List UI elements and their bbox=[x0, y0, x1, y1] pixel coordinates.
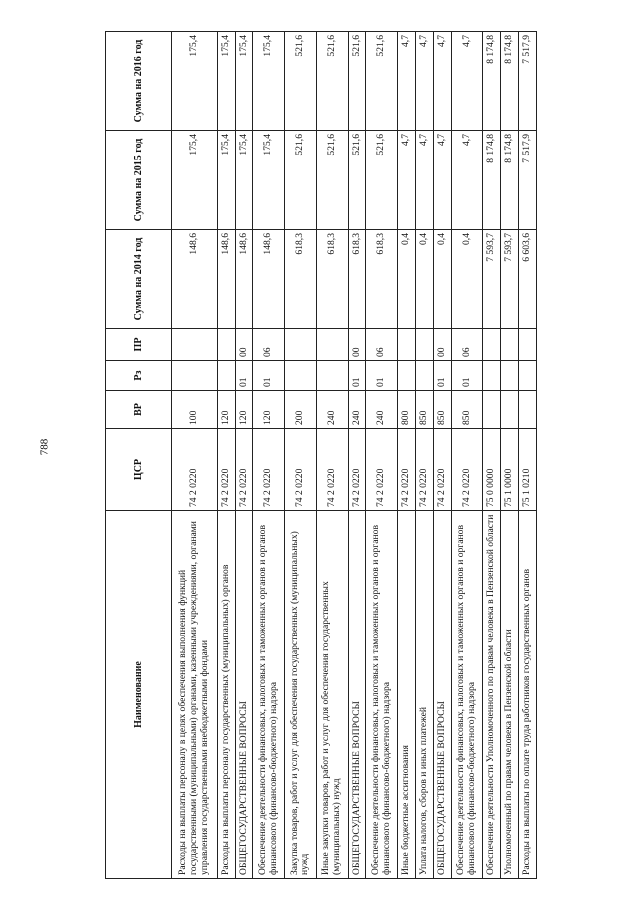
cell-sum-2016: 175,4 bbox=[172, 32, 218, 131]
rotated-table-container bbox=[105, 33, 537, 879]
table-row bbox=[235, 32, 253, 879]
cell-vr: 850 bbox=[451, 391, 483, 429]
cell-csr: 75 1 0000 bbox=[501, 429, 519, 511]
cell-sum-2014: 0,4 bbox=[398, 230, 416, 329]
cell-sum-2014: 0,4 bbox=[416, 230, 434, 329]
cell-sum-2016: 4,7 bbox=[451, 32, 483, 131]
cell-sum-2015: 4,7 bbox=[433, 131, 451, 230]
cell-sum-2014: 148,6 bbox=[235, 230, 253, 329]
cell-vr: 120 bbox=[235, 391, 253, 429]
header-sum-2015: Сумма на 2015 год bbox=[106, 131, 172, 230]
cell-sum-2014: 0,4 bbox=[451, 230, 483, 329]
cell-sum-2016: 4,7 bbox=[416, 32, 434, 131]
cell-rz: 01 bbox=[253, 361, 285, 391]
header-sum-2014: Сумма на 2014 год bbox=[106, 230, 172, 329]
cell-sum-2016: 175,4 bbox=[253, 32, 285, 131]
cell-name: Расходы на выплаты персоналу в целях обеспечения выполнения функций государственными (муниципальными) органами, казенными учреждениями, органами управления государственными внебюджетными фондами bbox=[172, 511, 218, 879]
cell-rz bbox=[501, 361, 519, 391]
cell-sum-2015: 4,7 bbox=[451, 131, 483, 230]
table-row bbox=[483, 32, 501, 879]
budget-table bbox=[105, 31, 537, 879]
cell-pr: 06 bbox=[451, 329, 483, 361]
cell-name: Обеспечение деятельности финансовых, налоговых и таможенных органов и органов финансового (финансово-бюджетного) надзора bbox=[451, 511, 483, 879]
page-number: 788 bbox=[38, 438, 51, 456]
cell-vr: 100 bbox=[172, 391, 218, 429]
cell-sum-2015: 175,4 bbox=[217, 131, 235, 230]
table-row bbox=[451, 32, 483, 879]
cell-name: Расходы на выплаты по оплате труда работников государственных органов bbox=[519, 511, 537, 879]
cell-sum-2016: 521,6 bbox=[366, 32, 398, 131]
cell-rz: 01 bbox=[451, 361, 483, 391]
cell-csr: 74 2 0220 bbox=[416, 429, 434, 511]
cell-rz bbox=[519, 361, 537, 391]
cell-sum-2015: 175,4 bbox=[172, 131, 218, 230]
cell-csr: 74 2 0220 bbox=[348, 429, 366, 511]
cell-vr: 800 bbox=[398, 391, 416, 429]
cell-rz bbox=[483, 361, 501, 391]
cell-sum-2015: 7 517,9 bbox=[519, 131, 537, 230]
cell-name: ОБЩЕГОСУДАРСТВЕННЫЕ ВОПРОСЫ bbox=[235, 511, 253, 879]
cell-sum-2014: 148,6 bbox=[172, 230, 218, 329]
table-header-row bbox=[106, 32, 172, 879]
cell-vr bbox=[519, 391, 537, 429]
cell-vr bbox=[501, 391, 519, 429]
cell-csr: 75 0 0000 bbox=[483, 429, 501, 511]
cell-vr: 240 bbox=[316, 391, 348, 429]
cell-sum-2016: 8 174,8 bbox=[501, 32, 519, 131]
cell-rz bbox=[285, 361, 317, 391]
cell-rz bbox=[172, 361, 218, 391]
cell-csr: 74 2 0220 bbox=[398, 429, 416, 511]
cell-csr: 74 2 0220 bbox=[451, 429, 483, 511]
header-rz: Рз bbox=[106, 361, 172, 391]
cell-csr: 74 2 0220 bbox=[366, 429, 398, 511]
cell-sum-2016: 4,7 bbox=[433, 32, 451, 131]
table-row bbox=[172, 32, 218, 879]
cell-name: Обеспечение деятельности финансовых, налоговых и таможенных органов и органов финансового (финансово-бюджетного) надзора bbox=[253, 511, 285, 879]
cell-sum-2015: 8 174,8 bbox=[483, 131, 501, 230]
cell-pr: 00 bbox=[433, 329, 451, 361]
cell-name: Уплата налогов, сборов и иных платежей bbox=[416, 511, 434, 879]
cell-csr: 74 2 0220 bbox=[235, 429, 253, 511]
cell-vr: 240 bbox=[348, 391, 366, 429]
cell-name: Закупка товаров, работ и услуг для обеспечения государственных (муниципальных) нужд bbox=[285, 511, 317, 879]
cell-csr: 74 2 0220 bbox=[253, 429, 285, 511]
cell-name: Расходы на выплаты персоналу государственных (муниципальных) органов bbox=[217, 511, 235, 879]
cell-sum-2015: 4,7 bbox=[416, 131, 434, 230]
cell-sum-2014: 618,3 bbox=[366, 230, 398, 329]
cell-sum-2014: 7 593,7 bbox=[501, 230, 519, 329]
cell-sum-2014: 618,3 bbox=[316, 230, 348, 329]
cell-sum-2016: 4,7 bbox=[398, 32, 416, 131]
cell-sum-2014: 618,3 bbox=[285, 230, 317, 329]
cell-sum-2015: 8 174,8 bbox=[501, 131, 519, 230]
cell-pr bbox=[483, 329, 501, 361]
cell-vr: 120 bbox=[253, 391, 285, 429]
cell-name: Иные закупки товаров, работ и услуг для обеспечения государственных (муниципальных) нужд bbox=[316, 511, 348, 879]
cell-sum-2016: 521,6 bbox=[348, 32, 366, 131]
cell-rz: 01 bbox=[348, 361, 366, 391]
header-sum-2016: Сумма на 2016 год bbox=[106, 32, 172, 131]
cell-vr: 240 bbox=[366, 391, 398, 429]
table-row bbox=[433, 32, 451, 879]
cell-pr bbox=[172, 329, 218, 361]
cell-name: ОБЩЕГОСУДАРСТВЕННЫЕ ВОПРОСЫ bbox=[348, 511, 366, 879]
cell-vr: 200 bbox=[285, 391, 317, 429]
cell-pr bbox=[501, 329, 519, 361]
cell-name: Иные бюджетные ассигнования bbox=[398, 511, 416, 879]
table-row bbox=[316, 32, 348, 879]
table-row bbox=[217, 32, 235, 879]
cell-vr: 850 bbox=[416, 391, 434, 429]
cell-sum-2016: 521,6 bbox=[285, 32, 317, 131]
header-name: Наименование bbox=[106, 511, 172, 879]
cell-pr bbox=[398, 329, 416, 361]
cell-sum-2015: 175,4 bbox=[253, 131, 285, 230]
cell-pr: 06 bbox=[253, 329, 285, 361]
cell-sum-2016: 8 174,8 bbox=[483, 32, 501, 131]
table-body bbox=[172, 32, 537, 879]
table-row bbox=[253, 32, 285, 879]
cell-sum-2014: 0,4 bbox=[433, 230, 451, 329]
cell-rz: 01 bbox=[366, 361, 398, 391]
cell-pr bbox=[416, 329, 434, 361]
cell-sum-2014: 618,3 bbox=[348, 230, 366, 329]
header-csr: ЦСР bbox=[106, 429, 172, 511]
cell-name: Уполномоченный по правам человека в Пензенской области bbox=[501, 511, 519, 879]
cell-sum-2016: 521,6 bbox=[316, 32, 348, 131]
cell-rz bbox=[316, 361, 348, 391]
table-row bbox=[398, 32, 416, 879]
cell-csr: 75 1 0210 bbox=[519, 429, 537, 511]
table-row bbox=[501, 32, 519, 879]
table-row bbox=[348, 32, 366, 879]
cell-csr: 74 2 0220 bbox=[285, 429, 317, 511]
cell-pr bbox=[519, 329, 537, 361]
cell-vr bbox=[483, 391, 501, 429]
cell-rz bbox=[217, 361, 235, 391]
cell-sum-2015: 175,4 bbox=[235, 131, 253, 230]
cell-vr: 850 bbox=[433, 391, 451, 429]
cell-sum-2015: 521,6 bbox=[366, 131, 398, 230]
cell-sum-2015: 521,6 bbox=[348, 131, 366, 230]
cell-vr: 120 bbox=[217, 391, 235, 429]
cell-csr: 74 2 0220 bbox=[172, 429, 218, 511]
cell-name: Обеспечение деятельности финансовых, налоговых и таможенных органов и органов финансового (финансово-бюджетного) надзора bbox=[366, 511, 398, 879]
cell-csr: 74 2 0220 bbox=[217, 429, 235, 511]
cell-sum-2015: 521,6 bbox=[285, 131, 317, 230]
cell-pr: 00 bbox=[348, 329, 366, 361]
cell-csr: 74 2 0220 bbox=[316, 429, 348, 511]
cell-sum-2015: 4,7 bbox=[398, 131, 416, 230]
cell-sum-2015: 521,6 bbox=[316, 131, 348, 230]
cell-name: Обеспечение деятельности Уполномоченного по правам человека в Пензенской области bbox=[483, 511, 501, 879]
header-vr: ВР bbox=[106, 391, 172, 429]
table-row bbox=[366, 32, 398, 879]
cell-sum-2016: 7 517,9 bbox=[519, 32, 537, 131]
cell-sum-2014: 148,6 bbox=[253, 230, 285, 329]
cell-pr bbox=[316, 329, 348, 361]
cell-name: ОБЩЕГОСУДАРСТВЕННЫЕ ВОПРОСЫ bbox=[433, 511, 451, 879]
cell-pr bbox=[217, 329, 235, 361]
cell-rz: 01 bbox=[235, 361, 253, 391]
cell-csr: 74 2 0220 bbox=[433, 429, 451, 511]
table-row bbox=[519, 32, 537, 879]
table-row bbox=[285, 32, 317, 879]
cell-sum-2014: 7 593,7 bbox=[483, 230, 501, 329]
cell-rz bbox=[416, 361, 434, 391]
header-pr: ПР bbox=[106, 329, 172, 361]
table-row bbox=[416, 32, 434, 879]
cell-rz: 01 bbox=[433, 361, 451, 391]
cell-sum-2014: 6 603,6 bbox=[519, 230, 537, 329]
cell-sum-2016: 175,4 bbox=[235, 32, 253, 131]
cell-pr: 00 bbox=[235, 329, 253, 361]
cell-rz bbox=[398, 361, 416, 391]
cell-pr: 06 bbox=[366, 329, 398, 361]
cell-sum-2016: 175,4 bbox=[217, 32, 235, 131]
cell-pr bbox=[285, 329, 317, 361]
cell-sum-2014: 148,6 bbox=[217, 230, 235, 329]
